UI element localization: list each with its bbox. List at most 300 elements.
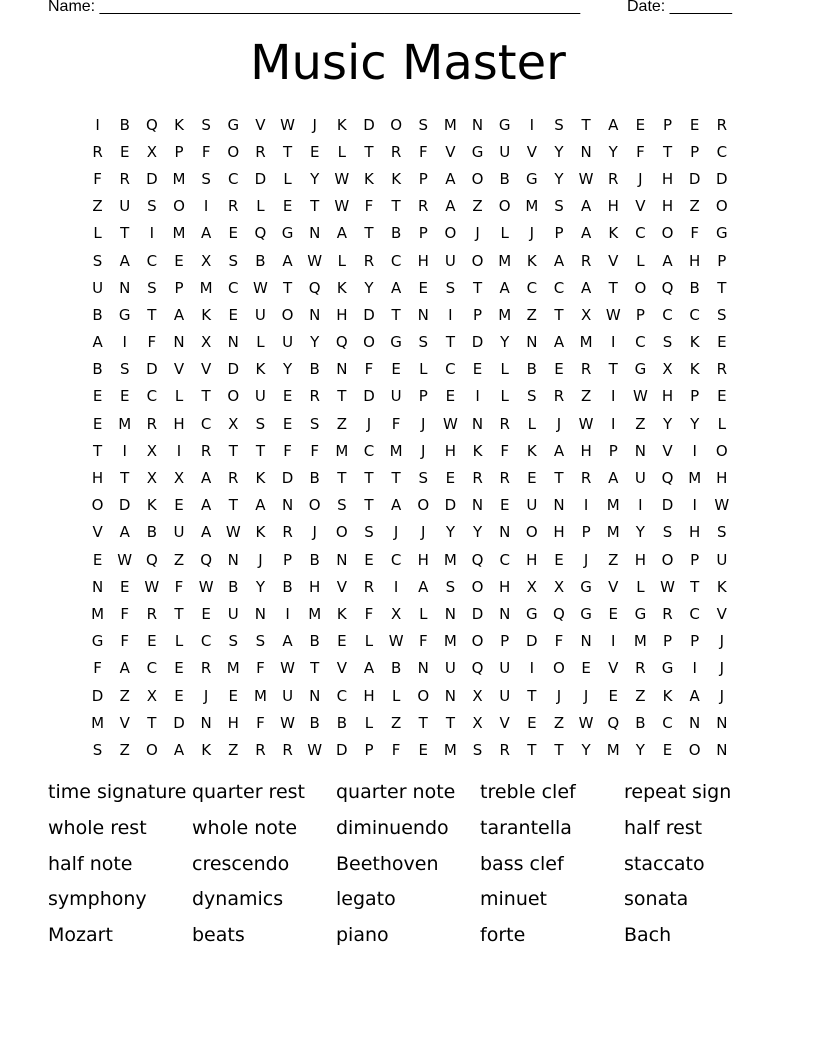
grid-letter[interactable]: H [173, 414, 185, 433]
grid-letter[interactable]: N [173, 333, 185, 352]
grid-letter[interactable]: T [554, 305, 564, 324]
grid-letter[interactable]: E [554, 360, 564, 379]
grid-letter[interactable]: W [144, 577, 160, 596]
grid-letter[interactable]: C [499, 550, 510, 569]
grid-letter[interactable]: V [499, 713, 510, 732]
grid-letter[interactable]: F [418, 632, 428, 651]
grid-letter[interactable]: L [527, 414, 536, 433]
grid-letter[interactable]: Z [119, 740, 130, 759]
grid-letter[interactable]: H [634, 550, 647, 569]
grid-letter[interactable]: T [581, 115, 591, 134]
grid-letter[interactable]: F [391, 740, 401, 759]
grid-letter[interactable]: E [201, 604, 211, 623]
grid-letter[interactable]: G [390, 333, 402, 352]
grid-letter[interactable]: C [200, 414, 212, 433]
grid-letter[interactable]: W [280, 115, 295, 134]
grid-letter[interactable]: F [636, 142, 645, 161]
grid-letter[interactable]: B [309, 360, 320, 379]
grid-letter[interactable]: C [146, 659, 158, 678]
grid-letter[interactable]: W [605, 305, 621, 324]
grid-letter[interactable]: M [498, 251, 512, 270]
grid-letter[interactable]: L [283, 169, 292, 188]
grid-letter[interactable]: Z [553, 713, 565, 732]
grid-letter[interactable]: C [200, 632, 212, 651]
grid-letter[interactable]: W [714, 496, 730, 515]
grid-letter[interactable]: V [608, 659, 619, 678]
grid-letter[interactable]: A [201, 224, 212, 243]
grid-letter[interactable]: S [228, 632, 239, 651]
grid-letter[interactable]: T [472, 278, 483, 297]
grid-letter[interactable]: Y [310, 333, 320, 352]
grid-letter[interactable]: Z [689, 197, 700, 216]
grid-letter[interactable]: R [255, 740, 266, 759]
grid-letter[interactable]: T [391, 469, 401, 488]
grid-letter[interactable]: A [201, 523, 212, 542]
grid-letter[interactable]: N [336, 360, 348, 379]
grid-letter[interactable]: H [309, 577, 321, 596]
grid-letter[interactable]: E [689, 115, 700, 134]
grid-letter[interactable]: E [147, 632, 157, 651]
grid-letter[interactable]: M [443, 550, 457, 569]
grid-letter[interactable]: I [529, 659, 535, 678]
grid-letter[interactable]: S [255, 632, 266, 651]
grid-letter[interactable]: P [364, 740, 374, 759]
grid-letter[interactable]: P [663, 115, 673, 134]
grid-letter[interactable]: T [364, 142, 374, 161]
grid-letter[interactable]: X [228, 414, 239, 433]
grid-letter[interactable]: I [149, 224, 155, 243]
grid-letter[interactable]: R [255, 142, 266, 161]
grid-letter[interactable]: A [608, 115, 619, 134]
grid-letter[interactable]: P [581, 523, 591, 542]
grid-letter[interactable]: M [606, 523, 620, 542]
grid-letter[interactable]: Y [554, 169, 564, 188]
grid-letter[interactable]: S [309, 414, 320, 433]
grid-letter[interactable]: H [607, 197, 619, 216]
grid-letter[interactable]: K [364, 169, 374, 188]
grid-letter[interactable]: R [228, 469, 239, 488]
grid-letter[interactable]: B [282, 577, 293, 596]
grid-letter[interactable]: N [309, 224, 321, 243]
grid-letter[interactable]: U [716, 550, 728, 569]
grid-letter[interactable]: X [580, 305, 592, 324]
grid-letter[interactable]: W [225, 523, 241, 542]
grid-letter[interactable]: A [92, 333, 103, 352]
grid-letter[interactable]: P [717, 251, 727, 270]
grid-letter[interactable]: E [282, 387, 293, 406]
grid-letter[interactable]: H [417, 251, 429, 270]
grid-letter[interactable]: P [500, 632, 510, 651]
grid-letter[interactable]: M [172, 224, 186, 243]
grid-letter[interactable]: O [688, 740, 701, 759]
grid-letter[interactable]: H [661, 197, 674, 216]
grid-letter[interactable]: W [578, 414, 594, 433]
grid-letter[interactable]: J [529, 224, 535, 243]
grid-letter[interactable]: U [282, 333, 294, 352]
grid-letter[interactable]: A [173, 740, 185, 759]
grid-letter[interactable]: E [119, 577, 130, 596]
grid-letter[interactable]: Y [608, 142, 618, 161]
grid-letter[interactable]: A [553, 333, 565, 352]
grid-letter[interactable]: L [419, 360, 428, 379]
grid-letter[interactable]: T [527, 686, 537, 705]
grid-letter[interactable]: E [119, 387, 130, 406]
grid-letter[interactable]: S [418, 115, 429, 134]
grid-letter[interactable]: A [445, 169, 456, 188]
grid-letter[interactable]: K [608, 224, 619, 243]
grid-letter[interactable]: E [418, 278, 428, 297]
grid-letter[interactable]: Q [145, 115, 158, 134]
grid-letter[interactable]: R [146, 414, 158, 433]
grid-letter[interactable]: T [527, 740, 537, 759]
grid-letter[interactable]: F [364, 360, 374, 379]
grid-letter[interactable]: Z [92, 197, 103, 216]
grid-letter[interactable]: N [580, 632, 592, 651]
grid-letter[interactable]: C [716, 142, 728, 161]
grid-letter[interactable]: T [717, 278, 727, 297]
grid-letter[interactable]: J [719, 686, 725, 705]
grid-letter[interactable]: W [252, 278, 268, 297]
grid-letter[interactable]: M [172, 169, 186, 188]
grid-letter[interactable]: W [280, 713, 295, 732]
grid-letter[interactable]: F [174, 577, 184, 596]
grid-letter[interactable]: E [282, 197, 293, 216]
grid-letter[interactable]: U [254, 387, 266, 406]
grid-letter[interactable]: W [334, 169, 350, 188]
grid-letter[interactable]: X [200, 333, 212, 352]
grid-letter[interactable]: H [499, 577, 511, 596]
grid-letter[interactable]: T [608, 278, 618, 297]
grid-letter[interactable]: B [526, 360, 537, 379]
grid-letter[interactable]: F [690, 224, 699, 243]
grid-letter[interactable]: S [527, 387, 537, 406]
grid-letter[interactable]: E [174, 496, 184, 515]
grid-letter[interactable]: A [580, 278, 592, 297]
grid-letter[interactable]: O [553, 659, 565, 678]
grid-letter[interactable]: I [122, 441, 127, 460]
grid-letter[interactable]: C [390, 550, 402, 569]
grid-letter[interactable]: T [445, 713, 455, 732]
grid-letter[interactable]: A [553, 251, 565, 270]
grid-letter[interactable]: D [363, 387, 375, 406]
grid-letter[interactable]: T [337, 387, 347, 406]
grid-letter[interactable]: G [281, 224, 294, 243]
grid-letter[interactable]: O [173, 197, 185, 216]
grid-letter[interactable]: K [526, 441, 537, 460]
grid-letter[interactable]: X [173, 469, 185, 488]
grid-letter[interactable]: T [554, 740, 564, 759]
grid-letter[interactable]: Y [581, 740, 591, 759]
grid-letter[interactable]: R [499, 414, 510, 433]
grid-letter[interactable]: G [580, 604, 592, 623]
grid-letter[interactable]: A [119, 523, 130, 542]
grid-letter[interactable]: S [418, 469, 429, 488]
grid-letter[interactable]: Q [308, 278, 321, 297]
grid-letter[interactable]: C [146, 251, 158, 270]
grid-letter[interactable]: Y [500, 333, 510, 352]
grid-letter[interactable]: X [472, 713, 483, 732]
grid-letter[interactable]: O [498, 197, 511, 216]
grid-letter[interactable]: L [174, 387, 184, 406]
grid-letter[interactable]: V [716, 604, 727, 623]
grid-letter[interactable]: S [147, 197, 157, 216]
grid-letter[interactable]: R [228, 197, 239, 216]
grid-letter[interactable]: M [199, 278, 213, 297]
grid-letter[interactable]: I [583, 496, 589, 515]
grid-letter[interactable]: T [147, 713, 157, 732]
grid-letter[interactable]: E [174, 686, 184, 705]
grid-letter[interactable]: V [608, 577, 619, 596]
grid-letter[interactable]: M [606, 740, 620, 759]
grid-letter[interactable]: R [580, 251, 592, 270]
grid-letter[interactable]: N [634, 441, 646, 460]
grid-letter[interactable]: P [690, 387, 700, 406]
grid-letter[interactable]: F [418, 142, 428, 161]
grid-letter[interactable]: I [448, 305, 453, 324]
grid-letter[interactable]: M [443, 740, 457, 759]
grid-letter[interactable]: Q [471, 659, 484, 678]
grid-letter[interactable]: X [526, 577, 537, 596]
grid-letter[interactable]: F [283, 441, 292, 460]
grid-letter[interactable]: R [418, 197, 429, 216]
grid-letter[interactable]: H [91, 469, 104, 488]
grid-letter[interactable]: T [255, 441, 265, 460]
grid-letter[interactable]: H [689, 523, 701, 542]
grid-letter[interactable]: S [662, 523, 673, 542]
grid-letter[interactable]: M [226, 659, 240, 678]
grid-letter[interactable]: F [500, 441, 509, 460]
grid-letter[interactable]: T [174, 604, 184, 623]
grid-letter[interactable]: T [92, 441, 103, 460]
grid-letter[interactable]: R [390, 142, 402, 161]
grid-letter[interactable]: Q [661, 278, 674, 297]
grid-letter[interactable]: W [307, 251, 323, 270]
grid-letter[interactable]: O [91, 496, 104, 515]
grid-letter[interactable]: H [580, 441, 592, 460]
grid-letter[interactable]: K [472, 441, 483, 460]
grid-letter[interactable]: I [611, 414, 616, 433]
grid-letter[interactable]: C [228, 278, 239, 297]
grid-letter[interactable]: J [393, 523, 399, 542]
grid-letter[interactable]: T [120, 469, 130, 488]
grid-letter[interactable]: Y [635, 523, 645, 542]
grid-letter[interactable]: E [581, 659, 591, 678]
grid-letter[interactable]: N [281, 496, 294, 515]
grid-letter[interactable]: P [418, 224, 428, 243]
grid-letter[interactable]: P [283, 550, 293, 569]
grid-letter[interactable]: A [173, 305, 185, 324]
grid-letter[interactable]: M [253, 686, 267, 705]
grid-letter[interactable]: O [661, 224, 674, 243]
grid-letter[interactable]: K [201, 305, 212, 324]
grid-letter[interactable]: K [526, 251, 537, 270]
grid-letter[interactable]: W [442, 414, 458, 433]
grid-letter[interactable]: E [92, 387, 103, 406]
grid-letter[interactable]: A [580, 224, 592, 243]
grid-letter[interactable]: R [635, 659, 646, 678]
grid-letter[interactable]: U [173, 523, 185, 542]
grid-letter[interactable]: Q [661, 469, 674, 488]
grid-letter[interactable]: K [336, 115, 347, 134]
grid-letter[interactable]: O [661, 550, 674, 569]
grid-letter[interactable]: A [255, 496, 266, 515]
grid-letter[interactable]: B [92, 305, 103, 324]
grid-letter[interactable]: U [499, 142, 511, 161]
grid-letter[interactable]: N [499, 523, 511, 542]
grid-letter[interactable]: X [146, 441, 157, 460]
grid-letter[interactable]: Z [228, 740, 239, 759]
grid-letter[interactable]: S [92, 740, 103, 759]
grid-letter[interactable]: F [364, 197, 374, 216]
grid-letter[interactable]: B [146, 523, 157, 542]
grid-letter[interactable]: T [364, 224, 374, 243]
word-search-grid[interactable] [84, 111, 736, 764]
grid-letter[interactable]: I [529, 115, 535, 134]
grid-letter[interactable]: X [146, 686, 157, 705]
grid-letter[interactable]: E [554, 550, 564, 569]
grid-letter[interactable]: S [201, 115, 211, 134]
grid-letter[interactable]: N [227, 333, 239, 352]
grid-letter[interactable]: C [336, 686, 348, 705]
grid-letter[interactable]: M [389, 441, 403, 460]
grid-letter[interactable]: R [499, 469, 510, 488]
grid-letter[interactable]: J [556, 686, 562, 705]
grid-letter[interactable]: A [201, 496, 212, 515]
grid-letter[interactable]: F [256, 713, 265, 732]
grid-letter[interactable]: S [147, 278, 157, 297]
grid-letter[interactable]: R [472, 469, 483, 488]
grid-letter[interactable]: O [390, 115, 403, 134]
grid-letter[interactable]: E [472, 360, 483, 379]
grid-letter[interactable]: L [337, 251, 347, 270]
grid-letter[interactable]: M [688, 469, 702, 488]
grid-letter[interactable]: C [635, 333, 646, 352]
grid-letter[interactable]: Q [553, 604, 565, 623]
grid-letter[interactable]: K [716, 577, 727, 596]
grid-letter[interactable]: M [308, 604, 322, 623]
grid-letter[interactable]: O [444, 224, 457, 243]
grid-letter[interactable]: I [285, 604, 290, 623]
grid-letter[interactable]: O [715, 197, 728, 216]
grid-letter[interactable]: C [662, 713, 673, 732]
grid-letter[interactable]: N [91, 577, 104, 596]
grid-letter[interactable]: Z [472, 197, 483, 216]
grid-letter[interactable]: V [608, 251, 619, 270]
grid-letter[interactable]: Y [662, 414, 673, 433]
grid-letter[interactable]: R [716, 360, 728, 379]
grid-letter[interactable]: K [689, 360, 700, 379]
grid-letter[interactable]: I [475, 387, 480, 406]
grid-letter[interactable]: B [689, 278, 700, 297]
grid-letter[interactable]: O [715, 441, 728, 460]
grid-letter[interactable]: J [475, 224, 480, 243]
grid-letter[interactable]: C [228, 169, 239, 188]
grid-letter[interactable]: S [201, 169, 211, 188]
grid-letter[interactable]: E [418, 740, 428, 759]
grid-letter[interactable]: E [309, 142, 320, 161]
grid-letter[interactable]: R [716, 115, 728, 134]
grid-letter[interactable]: D [471, 604, 484, 623]
grid-letter[interactable]: E [92, 414, 103, 433]
grid-letter[interactable]: R [580, 360, 592, 379]
grid-letter[interactable]: W [307, 740, 323, 759]
grid-letter[interactable]: K [201, 740, 212, 759]
grid-letter[interactable]: J [421, 441, 426, 460]
grid-letter[interactable]: H [661, 387, 674, 406]
grid-letter[interactable]: P [663, 632, 673, 651]
grid-letter[interactable]: F [120, 604, 130, 623]
grid-letter[interactable]: R [363, 251, 375, 270]
grid-letter[interactable]: U [499, 659, 511, 678]
grid-letter[interactable]: B [336, 713, 347, 732]
grid-letter[interactable]: L [717, 414, 726, 433]
grid-letter[interactable]: T [228, 441, 238, 460]
grid-letter[interactable]: M [606, 496, 620, 515]
grid-letter[interactable]: M [443, 115, 457, 134]
grid-letter[interactable]: J [719, 659, 725, 678]
grid-letter[interactable]: Y [445, 523, 455, 542]
grid-letter[interactable]: R [553, 387, 565, 406]
grid-letter[interactable]: N [526, 333, 538, 352]
grid-letter[interactable]: E [608, 604, 618, 623]
grid-letter[interactable]: G [227, 115, 240, 134]
grid-letter[interactable]: A [390, 496, 402, 515]
grid-letter[interactable]: S [228, 251, 239, 270]
grid-letter[interactable]: H [689, 251, 701, 270]
grid-letter[interactable]: W [578, 713, 594, 732]
grid-letter[interactable]: S [554, 197, 564, 216]
grid-letter[interactable]: E [662, 740, 673, 759]
grid-letter[interactable]: T [228, 496, 238, 515]
grid-letter[interactable]: N [689, 713, 701, 732]
grid-letter[interactable]: F [120, 632, 130, 651]
grid-letter[interactable]: R [200, 441, 212, 460]
grid-letter[interactable]: E [445, 387, 456, 406]
grid-letter[interactable]: P [174, 142, 184, 161]
grid-letter[interactable]: G [661, 659, 674, 678]
grid-letter[interactable]: O [471, 632, 484, 651]
grid-letter[interactable]: O [525, 523, 538, 542]
grid-letter[interactable]: W [660, 577, 675, 596]
grid-letter[interactable]: E [391, 360, 401, 379]
grid-letter[interactable]: D [146, 169, 158, 188]
grid-letter[interactable]: A [119, 659, 130, 678]
grid-letter[interactable]: Q [607, 713, 620, 732]
grid-letter[interactable]: T [418, 713, 428, 732]
grid-letter[interactable]: V [635, 197, 646, 216]
grid-letter[interactable]: B [390, 659, 402, 678]
grid-letter[interactable]: G [580, 577, 592, 596]
grid-letter[interactable]: O [471, 577, 484, 596]
grid-letter[interactable]: O [471, 169, 484, 188]
grid-letter[interactable]: D [91, 686, 104, 705]
grid-letter[interactable]: D [363, 305, 375, 324]
grid-letter[interactable]: T [282, 278, 293, 297]
grid-letter[interactable]: U [390, 387, 402, 406]
grid-letter[interactable]: J [556, 414, 562, 433]
grid-letter[interactable]: N [471, 496, 484, 515]
grid-letter[interactable]: I [638, 496, 643, 515]
grid-letter[interactable]: D [227, 360, 240, 379]
grid-letter[interactable]: S [119, 360, 130, 379]
grid-letter[interactable]: Y [554, 142, 564, 161]
grid-letter[interactable]: K [662, 686, 673, 705]
grid-letter[interactable]: Z [390, 713, 402, 732]
grid-letter[interactable]: T [310, 659, 320, 678]
grid-letter[interactable]: N [580, 142, 592, 161]
grid-letter[interactable]: A [689, 686, 700, 705]
grid-letter[interactable]: K [255, 469, 266, 488]
